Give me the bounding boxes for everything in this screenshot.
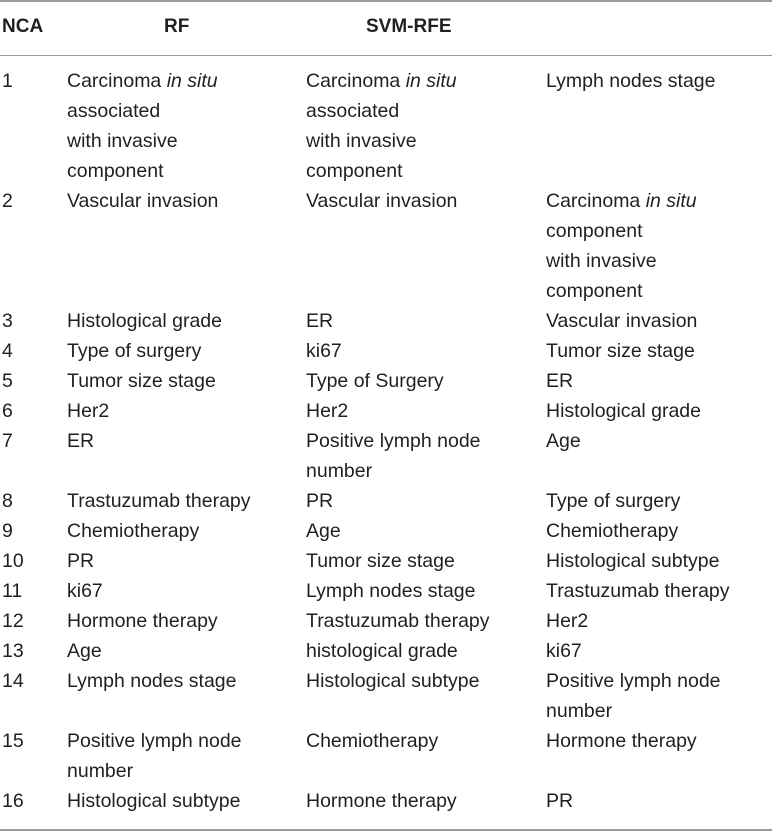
cell-line	[546, 576, 768, 606]
cell-line	[306, 786, 531, 816]
cell-line	[67, 366, 292, 396]
table-body	[0, 66, 772, 816]
table-row	[0, 576, 772, 606]
cell-rf	[67, 636, 292, 666]
cell-text-italic: in situ	[645, 190, 697, 212]
cell-svm-rfe	[306, 396, 531, 426]
cell-line	[546, 486, 768, 516]
cell-text-italic: in situ	[166, 70, 218, 92]
cell-text: with invasive	[67, 130, 178, 152]
cell-line	[546, 606, 768, 636]
cell-svm-rfe	[306, 606, 531, 636]
cell-line	[546, 366, 768, 396]
cell-col4	[546, 576, 768, 606]
cell-text: histological grade	[306, 640, 458, 662]
cell-rf	[67, 486, 292, 516]
cell-text: Age	[67, 640, 102, 662]
cell-line	[67, 606, 292, 636]
cell-svm-rfe	[306, 516, 531, 546]
cell-line	[67, 666, 292, 696]
cell-text: Her2	[306, 400, 349, 422]
cell-rf	[67, 66, 292, 186]
cell-line	[546, 516, 768, 546]
cell-text: Lymph nodes stage	[546, 70, 716, 92]
cell-text: Type of surgery	[67, 340, 202, 362]
cell-line	[306, 156, 531, 186]
cell-line	[306, 96, 531, 126]
cell-line	[67, 66, 292, 96]
cell-text: Lymph nodes stage	[306, 580, 476, 602]
table-row	[0, 306, 772, 336]
cell-line	[306, 576, 531, 606]
cell-svm-rfe	[306, 366, 531, 396]
table-header-row	[0, 0, 772, 55]
cell-line	[67, 546, 292, 576]
cell-text: Histological subtype	[67, 790, 241, 812]
cell-rank: 3	[2, 310, 13, 332]
cell-text: PR	[546, 790, 574, 812]
cell-text: Carcinoma	[67, 70, 167, 92]
table-row	[0, 786, 772, 816]
cell-text: Lymph nodes stage	[67, 670, 237, 692]
cell-line	[306, 126, 531, 156]
cell-line	[306, 636, 531, 666]
cell-line	[546, 396, 768, 426]
cell-col4	[546, 396, 768, 426]
cell-rf	[67, 336, 292, 366]
cell-svm-rfe	[306, 546, 531, 576]
cell-text: Hormone therapy	[546, 730, 697, 752]
cell-rank: 2	[2, 190, 13, 212]
cell-rf	[67, 396, 292, 426]
table-row	[0, 666, 772, 726]
cell-rf	[67, 546, 292, 576]
cell-svm-rfe	[306, 426, 531, 486]
cell-text: component	[306, 160, 403, 182]
cell-svm-rfe	[306, 636, 531, 666]
cell-text: Vascular invasion	[546, 310, 698, 332]
cell-text: Carcinoma	[306, 70, 406, 92]
cell-line	[546, 186, 768, 216]
cell-text: Type of surgery	[546, 490, 681, 512]
cell-text: Hormone therapy	[306, 790, 457, 812]
cell-text: component	[67, 160, 164, 182]
cell-svm-rfe	[306, 666, 531, 696]
cell-rank: 6	[2, 400, 13, 422]
cell-text: ER	[546, 370, 574, 392]
cell-rf	[67, 786, 292, 816]
cell-rf	[67, 606, 292, 636]
cell-rf	[67, 426, 292, 456]
cell-text: Age	[306, 520, 341, 542]
cell-rank: 10	[2, 550, 24, 572]
cell-text: ki67	[67, 580, 103, 602]
cell-line	[306, 66, 531, 96]
cell-rank: 4	[2, 340, 13, 362]
table-row	[0, 516, 772, 546]
cell-text: ki67	[546, 640, 582, 662]
cell-text: Tumor size stage	[67, 370, 216, 392]
cell-line	[67, 96, 292, 126]
cell-text-italic: in situ	[405, 70, 457, 92]
cell-line	[546, 276, 768, 306]
cell-line	[67, 786, 292, 816]
cell-text: PR	[67, 550, 95, 572]
cell-line	[546, 336, 768, 366]
cell-line	[306, 486, 531, 516]
cell-rank: 11	[2, 580, 23, 602]
table-row	[0, 486, 772, 516]
cell-text: number	[546, 700, 613, 722]
cell-col4	[546, 486, 768, 516]
cell-rank: 8	[2, 490, 13, 512]
cell-text: Vascular invasion	[306, 190, 458, 212]
cell-line	[67, 336, 292, 366]
cell-line	[67, 636, 292, 666]
cell-rf	[67, 666, 292, 696]
cell-line	[306, 666, 531, 696]
cell-col4	[546, 666, 768, 726]
cell-line	[546, 246, 768, 276]
cell-line	[67, 396, 292, 426]
cell-svm-rfe	[306, 336, 531, 366]
cell-line	[546, 726, 768, 756]
table-row	[0, 426, 772, 486]
cell-line	[306, 546, 531, 576]
cell-line	[306, 366, 531, 396]
cell-col4	[546, 306, 768, 336]
cell-line	[306, 336, 531, 366]
cell-rf	[67, 726, 292, 786]
cell-text: number	[306, 460, 373, 482]
cell-col4	[546, 636, 768, 666]
cell-col4	[546, 516, 768, 546]
cell-text: Type of Surgery	[306, 370, 444, 392]
cell-line	[546, 216, 768, 246]
table-row	[0, 606, 772, 636]
cell-text: associated	[306, 100, 400, 122]
cell-rank: 13	[2, 640, 24, 662]
cell-col4	[546, 426, 768, 456]
cell-text: component	[546, 220, 643, 242]
cell-line	[546, 666, 768, 696]
cell-col4	[546, 336, 768, 366]
cell-text: Hormone therapy	[67, 610, 218, 632]
cell-line	[67, 516, 292, 546]
table-row	[0, 546, 772, 576]
cell-text: Positive lymph node	[306, 430, 481, 452]
cell-col4	[546, 186, 768, 306]
cell-text: ER	[306, 310, 334, 332]
cell-line	[67, 426, 292, 456]
cell-text: Trastuzumab therapy	[67, 490, 251, 512]
cell-col4	[546, 726, 768, 756]
cell-text: Trastuzumab therapy	[306, 610, 490, 632]
cell-line	[546, 426, 768, 456]
table-row	[0, 636, 772, 666]
cell-line	[546, 546, 768, 576]
cell-rf	[67, 576, 292, 606]
cell-rank: 1	[2, 70, 13, 92]
cell-text: Carcinoma	[546, 190, 646, 212]
cell-text: associated	[67, 100, 161, 122]
cell-svm-rfe	[306, 306, 531, 336]
table-row	[0, 66, 772, 186]
cell-text: Chemiotherapy	[306, 730, 439, 752]
cell-rank: 15	[2, 730, 24, 752]
table-row	[0, 396, 772, 426]
cell-rank: 14	[2, 670, 24, 692]
cell-rank: 9	[2, 520, 13, 542]
header-svm-rfe: SVM-RFE	[366, 16, 452, 37]
cell-text: Histological grade	[546, 400, 702, 422]
cell-rf	[67, 306, 292, 336]
cell-col4	[546, 366, 768, 396]
cell-text: with invasive	[306, 130, 417, 152]
cell-line	[306, 726, 531, 756]
table-header-rule	[0, 55, 772, 56]
cell-text: Chemiotherapy	[67, 520, 200, 542]
cell-line	[306, 426, 531, 456]
cell-text: Histological subtype	[306, 670, 480, 692]
table-bottom-rule	[0, 829, 772, 831]
cell-line	[546, 786, 768, 816]
cell-text: component	[546, 280, 643, 302]
cell-text: PR	[306, 490, 334, 512]
cell-line	[546, 306, 768, 336]
cell-rf	[67, 186, 292, 216]
table-row	[0, 726, 772, 786]
cell-rf	[67, 366, 292, 396]
cell-line	[546, 696, 768, 726]
cell-line	[306, 516, 531, 546]
cell-rank: 5	[2, 370, 13, 392]
header-nca: NCA	[2, 16, 44, 37]
cell-text: Tumor size stage	[546, 340, 695, 362]
cell-text: Positive lymph node	[67, 730, 242, 752]
cell-text: Positive lymph node	[546, 670, 721, 692]
table-row	[0, 186, 772, 306]
cell-line	[546, 66, 768, 96]
cell-rank: 12	[2, 610, 24, 632]
cell-rf	[67, 516, 292, 546]
cell-col4	[546, 66, 768, 96]
cell-text: Vascular invasion	[67, 190, 219, 212]
cell-text: Tumor size stage	[306, 550, 455, 572]
cell-line	[67, 486, 292, 516]
cell-text: number	[67, 760, 134, 782]
cell-svm-rfe	[306, 726, 531, 756]
cell-rank: 7	[2, 430, 13, 452]
cell-svm-rfe	[306, 486, 531, 516]
cell-svm-rfe	[306, 576, 531, 606]
cell-svm-rfe	[306, 186, 531, 216]
header-rf: RF	[164, 16, 190, 37]
cell-line	[306, 456, 531, 486]
cell-col4	[546, 606, 768, 636]
cell-line	[306, 606, 531, 636]
table-row	[0, 336, 772, 366]
cell-line	[546, 636, 768, 666]
cell-text: ki67	[306, 340, 342, 362]
cell-text: ER	[67, 430, 95, 452]
cell-text: Histological subtype	[546, 550, 720, 572]
cell-rank: 16	[2, 790, 24, 812]
cell-text: Her2	[67, 400, 110, 422]
table-row	[0, 366, 772, 396]
cell-text: Age	[546, 430, 581, 452]
cell-line	[67, 726, 292, 756]
cell-line	[67, 576, 292, 606]
cell-line	[306, 186, 531, 216]
cell-line	[306, 306, 531, 336]
cell-line	[67, 126, 292, 156]
cell-line	[306, 396, 531, 426]
cell-text: Histological grade	[67, 310, 223, 332]
cell-text: Trastuzumab therapy	[546, 580, 730, 602]
cell-text: with invasive	[546, 250, 657, 272]
cell-col4	[546, 786, 768, 816]
cell-text: Chemiotherapy	[546, 520, 679, 542]
cell-text: Her2	[546, 610, 589, 632]
cell-col4	[546, 546, 768, 576]
cell-line	[67, 756, 292, 786]
cell-line	[67, 156, 292, 186]
cell-svm-rfe	[306, 66, 531, 186]
cell-svm-rfe	[306, 786, 531, 816]
cell-line	[67, 306, 292, 336]
cell-line	[67, 186, 292, 216]
